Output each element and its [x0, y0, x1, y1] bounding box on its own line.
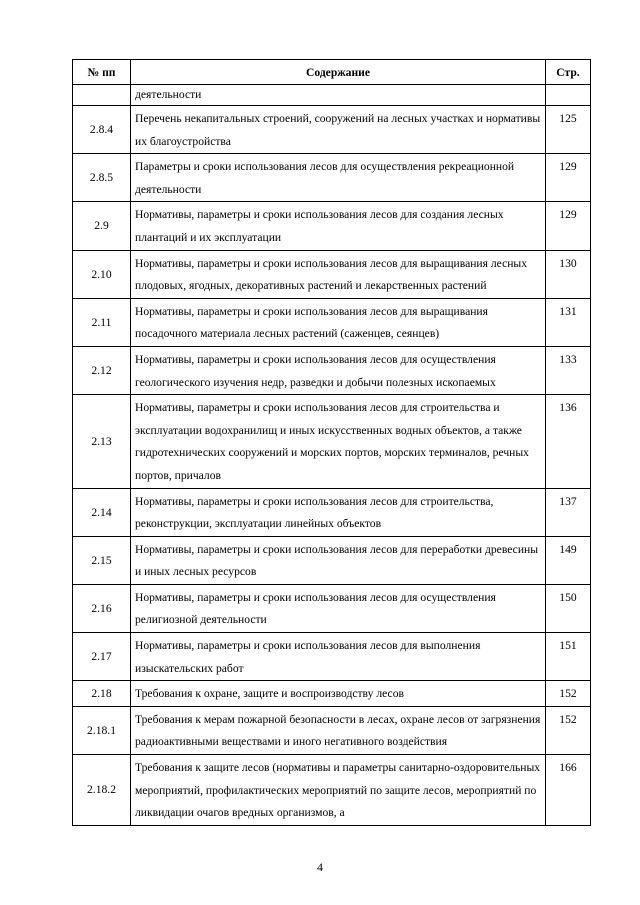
toc-row-text: Нормативы, параметры и сроки использования лесов для создания лесных плантаций и их эксплуатации — [131, 202, 546, 250]
toc-row-number: 2.8.5 — [73, 154, 131, 202]
toc-row-number: 2.18.1 — [73, 706, 131, 754]
header-num: № пп — [73, 60, 131, 85]
continuation-num — [73, 85, 131, 106]
toc-row-page: 137 — [546, 488, 591, 536]
toc-row-page: 151 — [546, 633, 591, 681]
toc-row-text: Нормативы, параметры и сроки использования лесов для осуществления религиозной деятельности — [131, 584, 546, 632]
toc-row-number: 2.14 — [73, 488, 131, 536]
toc-row — [73, 706, 591, 754]
continuation-text: деятельности — [131, 85, 546, 106]
toc-row — [73, 488, 591, 536]
toc-row — [73, 536, 591, 584]
toc-row-text: Требования к защите лесов (нормативы и параметры санитарно-оздоровительных мероприятий, профилактических мероприятий по защите лесов, мероприятий по ликвидации очагов вредных организмов, а — [131, 755, 546, 826]
toc-row-number: 2.15 — [73, 536, 131, 584]
toc-row-page: 131 — [546, 298, 591, 346]
toc-row-number: 2.16 — [73, 584, 131, 632]
toc-row-number: 2.18 — [73, 681, 131, 707]
toc-row-page: 150 — [546, 584, 591, 632]
toc-row-text: Нормативы, параметры и сроки использования лесов для выращивания лесных плодовых, ягодных, декоративных растений и лекарственных растений — [131, 250, 546, 298]
toc-row-page: 152 — [546, 681, 591, 707]
page-number: 4 — [317, 860, 323, 874]
toc-row-text: Перечень некапитальных строений, сооружений на лесных участках и нормативы их благоустройства — [131, 106, 546, 154]
header-page: Стр. — [546, 60, 591, 85]
toc-row-number: 2.9 — [73, 202, 131, 250]
toc-row-page: 136 — [546, 395, 591, 488]
toc-row — [73, 346, 591, 394]
toc-row-text: Нормативы, параметры и сроки использования лесов для переработки древесины и иных лесных ресурсов — [131, 536, 546, 584]
toc-row-page: 125 — [546, 106, 591, 154]
toc-row-number: 2.11 — [73, 298, 131, 346]
toc-row — [73, 395, 591, 488]
toc-row-page: 129 — [546, 154, 591, 202]
continuation-row — [73, 85, 591, 106]
toc-row-page: 152 — [546, 706, 591, 754]
toc-row-number: 2.10 — [73, 250, 131, 298]
toc-row-text: Требования к мерам пожарной безопасности в лесах, охране лесов от загрязнения радиоактивными веществами и иного негативного воздействия — [131, 706, 546, 754]
toc-row-page: 133 — [546, 346, 591, 394]
toc-row — [73, 298, 591, 346]
toc-row-text: Нормативы, параметры и сроки использования лесов для строительства, реконструкции, эксплуатации линейных объектов — [131, 488, 546, 536]
toc-row-number: 2.13 — [73, 395, 131, 488]
toc-row-number: 2.17 — [73, 633, 131, 681]
toc-row — [73, 154, 591, 202]
toc-header-row — [73, 60, 591, 85]
toc-row — [73, 681, 591, 707]
toc-row-text: Нормативы, параметры и сроки использования лесов для выращивания посадочного материала лесных растений (саженцев, сеянцев) — [131, 298, 546, 346]
toc-row — [73, 202, 591, 250]
toc-row — [73, 106, 591, 154]
continuation-page — [546, 85, 591, 106]
toc-row-text: Параметры и сроки использования лесов для осуществления рекреационной деятельности — [131, 154, 546, 202]
toc-row-number: 2.8.4 — [73, 106, 131, 154]
toc-row-page: 130 — [546, 250, 591, 298]
toc-row-number: 2.12 — [73, 346, 131, 394]
toc-row-text: Нормативы, параметры и сроки использования лесов для выполнения изыскательских работ — [131, 633, 546, 681]
toc-row — [73, 633, 591, 681]
toc-row-text: Нормативы, параметры и сроки использования лесов для строительства и эксплуатации водохранилищ и иных искусственных водных объектов, а также гидротехнических сооружений и морских портов, морских терминалов, речных портов, причалов — [131, 395, 546, 488]
toc-row — [73, 584, 591, 632]
toc-row — [73, 755, 591, 826]
toc-row-page: 149 — [546, 536, 591, 584]
toc-row-text: Нормативы, параметры и сроки использования лесов для осуществления геологического изучения недр, разведки и добычи полезных ископаемых — [131, 346, 546, 394]
toc-row-text: Требования к охране, защите и воспроизводству лесов — [131, 681, 546, 707]
toc-row-number: 2.18.2 — [73, 755, 131, 826]
toc-row — [73, 250, 591, 298]
toc-table — [72, 59, 591, 826]
header-content: Содержание — [131, 60, 546, 85]
toc-row-page: 166 — [546, 755, 591, 826]
toc-row-page: 129 — [546, 202, 591, 250]
